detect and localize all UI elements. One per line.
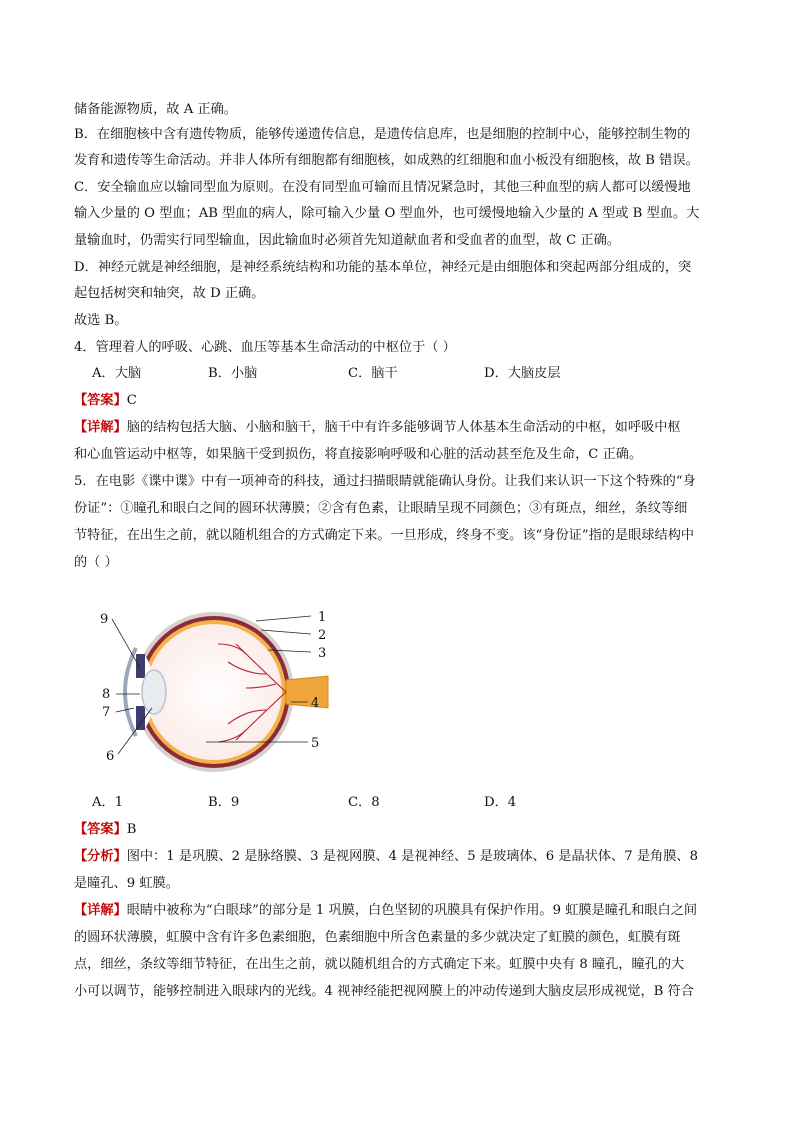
iris-upper <box>136 654 145 678</box>
q3-text-line: B．在细胞核中含有遗传物质，能够传递遗传信息，是遗传信息库，也是细胞的控制中心，能够控制生物的 <box>74 127 691 142</box>
q5-stem-line: 份证”：①瞳孔和眼白之间的圆环状薄膜；②含有色素，让眼睛呈现不同颜色；③有斑点，细丝，条纹等细 <box>74 501 688 516</box>
detail-text: 眼睛中被称为“白眼球”的部分是 1 巩膜，白色坚韧的巩膜具有保护作用。9 虹膜是瞳孔和眼白之间 <box>126 903 698 918</box>
analysis-tag: 【分析】 <box>74 849 127 864</box>
q4-option-a: A．大脑 <box>92 366 142 381</box>
detail-tag: 【详解】 <box>74 903 127 918</box>
answer-value: B <box>126 822 137 837</box>
q4-detail-line: 和心血管运动中枢等，如果脑干受到损伤，将直接影响呼吸和心脏的活动甚至危及生命，C 正确。 <box>74 447 643 462</box>
q3-text-line: 量输血时，仍需实行同型输血，因此输血时必须首先知道献血者和受血者的血型，故 C 正确。 <box>74 233 620 248</box>
q4-detail <box>74 418 681 438</box>
label-1: 1 <box>318 610 327 625</box>
q3-text-line: 储备能源物质，故 A 正确。 <box>74 102 237 117</box>
q5-detail-line: 小可以调节，能够控制进入眼球内的光线。4 视神经能把视网膜上的冲动传递到大脑皮层形成视觉，B 符合 <box>74 984 694 999</box>
q3-text-line: 发育和遗传等生命活动。并非人体所有细胞都有细胞核，如成熟的红细胞和血小板没有细胞核，故 B 错误。 <box>74 153 699 168</box>
q5-analysis-line: 是瞳孔、9 虹膜。 <box>74 876 179 891</box>
label-3: 3 <box>318 646 327 661</box>
q5-option-a: A．1 <box>92 795 124 810</box>
q5-stem-line: 的（ ） <box>74 555 118 570</box>
label-7: 7 <box>102 705 111 720</box>
q5-stem-line: 5．在电影《谍中谍》中有一项神奇的科技，通过扫描眼睛就能确认身份。让我们来认识一下这个特殊的“身 <box>74 474 696 489</box>
analysis-text: 图中：1 是巩膜、2 是脉络膜、3 是视网膜、4 是视神经、5 是玻璃体、6 是晶状体、7 是角膜、8 <box>126 849 698 864</box>
label-5: 5 <box>311 736 320 751</box>
q5-analysis <box>74 847 698 867</box>
label-2: 2 <box>318 628 327 643</box>
q5-option-b: B．9 <box>208 795 240 810</box>
q4-option-b: B．小脑 <box>208 366 258 381</box>
label-6: 6 <box>106 749 115 764</box>
q5-detail-line: 点，细丝，条纹等细节特征，在出生之前，就以随机组合的方式确定下来。虹膜中央有 8 瞳孔，瞳孔的大 <box>74 957 685 972</box>
q5-option-c: C．8 <box>348 795 380 810</box>
detail-text: 脑的结构包括大脑、小脑和脑干，脑干中有许多能够调节人体基本生命活动的中枢，如呼吸中枢 <box>126 420 681 435</box>
q5-stem-line: 节特征，在出生之前，就以随机组合的方式确定下来。一旦形成，终身不变。该“身份证”指的是眼球结构中 <box>74 528 695 543</box>
q5-detail-line: 的圆环状薄膜，虹膜中含有许多色素细胞，色素细胞中所含色素量的多少就决定了虹膜的颜色，虹膜有斑 <box>74 930 681 945</box>
answer-tag: 【答案】 <box>74 822 127 837</box>
q4-stem: 4．管理着人的呼吸、心跳、血压等基本生命活动的中枢位于（ ） <box>74 340 456 355</box>
q5-option-d: D．4 <box>484 795 517 810</box>
q3-conclusion: 故选 B。 <box>74 313 128 328</box>
detail-tag: 【详解】 <box>74 420 127 435</box>
answer-tag: 【答案】 <box>74 393 127 408</box>
q3-text-line: C．安全输血应以输同型血为原则。在没有同型血可输而且情况紧急时，其他三种血型的病人都可以缓慢地 <box>74 180 691 195</box>
label-4: 4 <box>311 696 320 711</box>
lens <box>142 670 166 714</box>
optic-nerve <box>286 676 328 708</box>
q5-answer <box>74 820 136 840</box>
q3-text-line: D．神经元就是神经细胞，是神经系统结构和功能的基本单位，神经元是由细胞体和突起两部分组成的，突 <box>74 260 692 275</box>
q4-option-c: C．脑干 <box>348 366 398 381</box>
q3-text-line: 起包括树突和轴突，故 D 正确。 <box>74 286 265 301</box>
q4-answer <box>74 391 137 411</box>
q4-option-d: D．大脑皮层 <box>484 366 561 381</box>
label-8: 8 <box>102 687 111 702</box>
q5-detail <box>74 901 697 921</box>
label-9: 9 <box>100 612 109 627</box>
iris-lower <box>136 706 145 730</box>
answer-value: C <box>126 393 137 408</box>
q3-text-line: 输入少量的 O 型血；AB 型血的病人，除可输入少量 O 型血外，也可缓慢地输入少量的 A 型或 B 型血。大 <box>74 206 700 221</box>
eye-diagram <box>96 604 336 774</box>
